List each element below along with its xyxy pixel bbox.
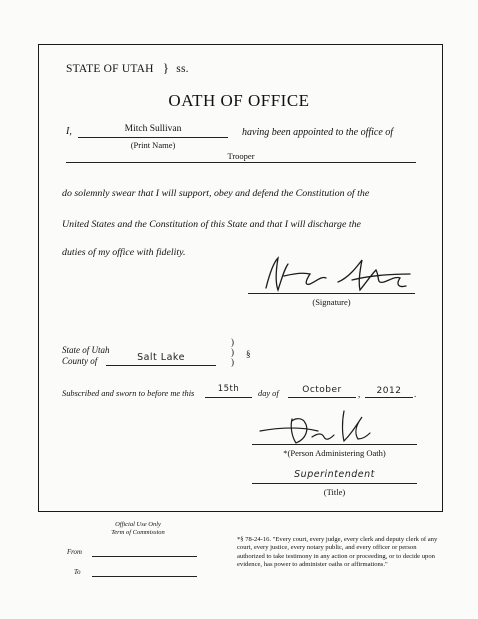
statute-footnote: *§ 78-24-16. "Every court, every judge, every clerk and deputy clerk of any court, every justice, every notary public, and every officer or person authorized to take testimony in any action or proceeding, or to decide upon evidence, has power to administer oaths or affirmations." [237, 536, 438, 568]
venue-state-label: State of Utah [62, 345, 110, 355]
county-line [106, 365, 216, 366]
office-line [66, 162, 416, 163]
year-value: 2012 [376, 386, 402, 396]
subscribed-text: Subscribed and sworn to before me this [62, 389, 195, 398]
oath-line-3: duties of my office with fidelity. [62, 247, 186, 258]
month-line [288, 397, 356, 398]
appointment-text: having been appointed to the office of [242, 127, 394, 138]
brace: } [162, 60, 170, 75]
oath-line-2: United States and the Constitution of this State and that I will discharge the [62, 219, 361, 230]
official-use-subheading: Term of Commission [111, 529, 165, 536]
venue-county-label: County of [62, 356, 98, 366]
administrator-caption: *(Person Administering Oath) [283, 448, 386, 458]
county-value: Salt Lake [137, 352, 185, 363]
paren-1: ) [231, 337, 234, 347]
signature-image [248, 252, 418, 297]
paren-3: ) [231, 357, 234, 367]
comma: , [358, 389, 361, 399]
period: . [414, 389, 417, 399]
paren-2: ) [231, 347, 234, 357]
office-value: Trooper [227, 151, 255, 161]
signature-line [248, 293, 415, 294]
oath-line-1: do solemnly swear that I will support, obey and defend the Constitution of the [62, 188, 370, 199]
day-of-label: day of [258, 389, 279, 398]
state-heading [66, 60, 189, 76]
administrator-signature-image [252, 405, 417, 447]
title-value: Superintendent [294, 469, 375, 480]
printed-name-value: Mitch Sullivan [124, 124, 182, 134]
title-line [252, 483, 417, 484]
administrator-signature-line [252, 444, 417, 445]
year-line [365, 397, 413, 398]
day-value: 15th [217, 384, 240, 394]
day-line [205, 397, 252, 398]
section-symbol: § [246, 349, 251, 359]
title-caption: (Title) [323, 487, 346, 497]
signature-caption: (Signature) [312, 297, 351, 307]
ss-label: ss. [176, 63, 189, 75]
month-value: October [302, 385, 342, 395]
printed-name-caption: (Print Name) [130, 140, 176, 150]
to-label: To [74, 569, 81, 576]
pronoun-label: I, [66, 126, 72, 137]
page-title: OATH OF OFFICE [168, 91, 310, 110]
to-line [92, 576, 197, 577]
from-label: From [67, 549, 82, 556]
official-use-heading: Official Use Only [115, 521, 161, 528]
state-line: STATE OF UTAH [66, 63, 154, 75]
venue-parens [231, 337, 234, 367]
printed-name-line [78, 137, 228, 138]
from-line [92, 556, 197, 557]
